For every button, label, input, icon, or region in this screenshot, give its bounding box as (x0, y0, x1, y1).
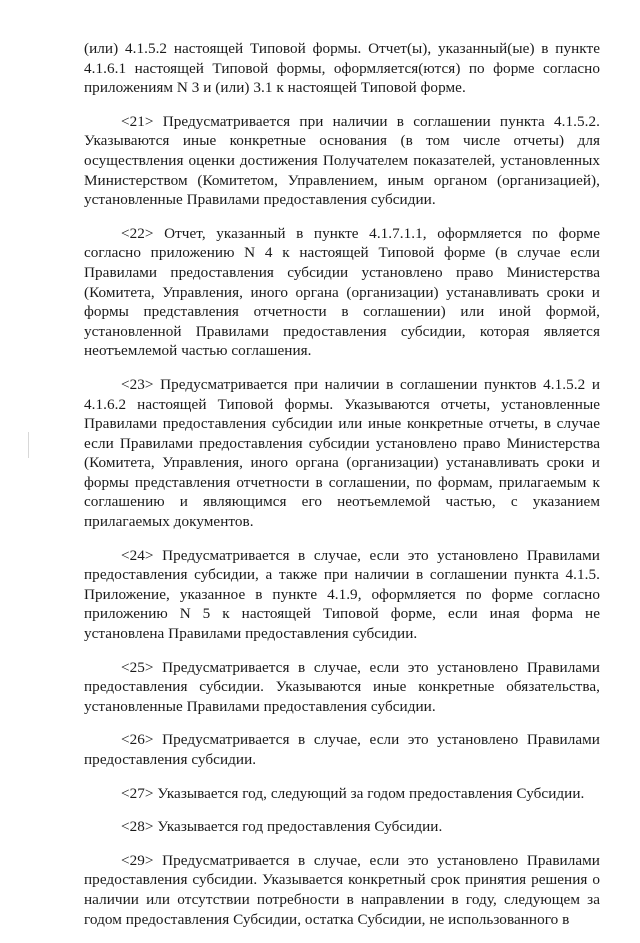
scan-artifact (28, 432, 29, 458)
footnote-27: <27> Указывается год, следующий за годом предоставления Субсидии. (121, 784, 585, 802)
paragraph-continuation: (или) 4.1.5.2 настоящей Типовой формы. Отчет(ы), указанный(ые) в пункте 4.1.6.1 настоящей Типовой формы, оформляется(ются) по форме согласно приложениям N 3 и (или) 3.1 к настоящей Типовой форме. (84, 40, 600, 97)
footnote-26: <26> Предусматривается в случае, если это установлено Правилами предоставления субсидии. (84, 731, 600, 768)
document-page (84, 39, 600, 943)
footnote-24: <24> Предусматривается в случае, если это установлено Правилами предоставления субсидии, а также при наличии в соглашении пункта 4.1.5. Приложение, указанное в пункте 4.1.9, оформляется по форме согласно приложению N 5 к настоящей Типовой форме, если иная форма не установлена Правилами предоставления субсидии. (84, 546, 600, 643)
footnote-21: <21> Предусматривается при наличии в соглашении пункта 4.1.5.2. Указываются иные конкретные основания (в том числе отчеты) для осуществления оценки достижения Получателем показателей, установленных Министерством (Комитетом, Управлением, иным органом (организацией), установленные Правилами предоставления субсидии. (84, 112, 600, 209)
footnote-28: <28> Указывается год предоставления Субсидии. (121, 818, 443, 836)
footnote-29: <29> Предусматривается в случае, если это установлено Правилами предоставления субсидии. Указывается конкретный срок принятия решения о наличии или отсутствии потребности в направлении в году, следующем за годом предоставления Субсидии, остатка Субсидии, не использованного в (84, 851, 600, 928)
footnote-23: <23> Предусматривается при наличии в соглашении пунктов 4.1.5.2 и 4.1.6.2 настоящей Типовой формы. Указываются отчеты, установленные Правилами предоставления субсидии или иные конкретные отчеты, в случае если Правилами предоставления субсидии установлено право Министерства (Комитета, Управления, иного органа (организации) устанавливать сроки и формы представления отчетности в соглашении, по формам, прилагаемым к соглашению и являющимся его неотъемлемой частью, с указанием прилагаемых документов. (84, 375, 600, 531)
footnote-22: <22> Отчет, указанный в пункте 4.1.7.1.1, оформляется по форме согласно приложению N 4 к настоящей Типовой форме (в случае если Правилами предоставления субсидии установлено право Министерства (Комитета, Управления, иного органа (организации) устанавливать сроки и формы представления отчетности в соглашении) или иной формой, установленной Правилами предоставления субсидии, которая является неотъемлемой частью соглашения. (84, 224, 600, 360)
footnote-25: <25> Предусматривается в случае, если это установлено Правилами предоставления субсидии. Указываются иные конкретные обязательства, установленные Правилами предоставления субсидии. (84, 658, 600, 715)
